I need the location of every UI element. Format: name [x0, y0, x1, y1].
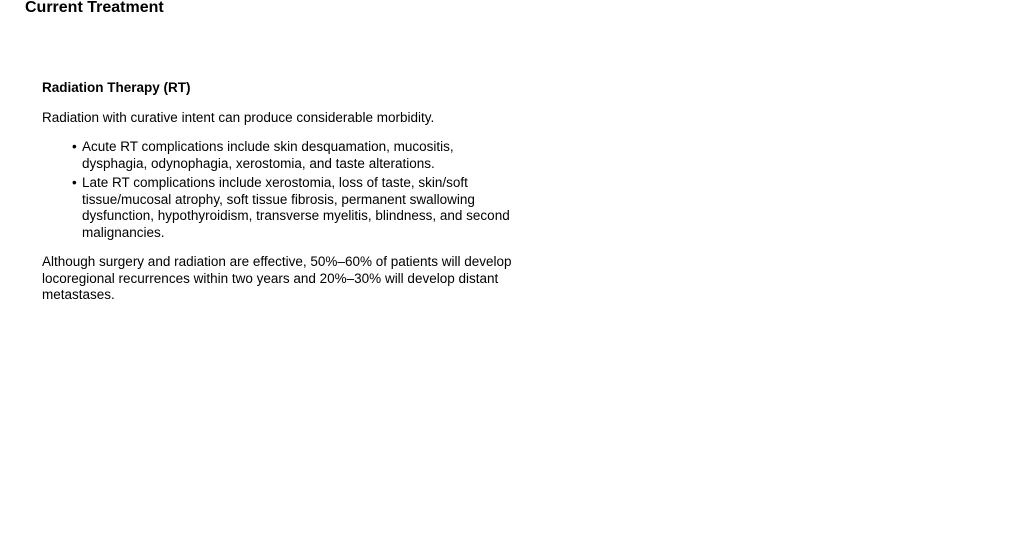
list-item-text: Acute RT complications include skin desquamation, mucositis, dysphagia, odynophagia, xerostomia, and taste alterations. [82, 139, 454, 171]
page-title: Current Treatment [25, 0, 164, 16]
list-item [72, 175, 512, 241]
section-heading: Radiation Therapy (RT) [42, 80, 191, 95]
content-body [42, 80, 512, 317]
bullet-icon: • [72, 175, 77, 190]
intro-paragraph: Radiation with curative intent can produce considerable morbidity. [42, 109, 435, 125]
list-item-text: Late RT complications include xerostomia, loss of taste, skin/soft tissue/mucosal atrophy, soft tissue fibrosis, permanent swallowing dysfunction, hypothyroidism, transverse myelitis, blindness, and second malignancies. [82, 175, 510, 240]
bullet-icon: • [72, 139, 77, 154]
list-item [72, 139, 512, 172]
conclusion-paragraph: Although surgery and radiation are effective, 50%–60% of patients will develop locoregional recurrences within two years and 20%–30% will develop distant metastases. [42, 254, 512, 302]
complications-list [42, 139, 512, 241]
